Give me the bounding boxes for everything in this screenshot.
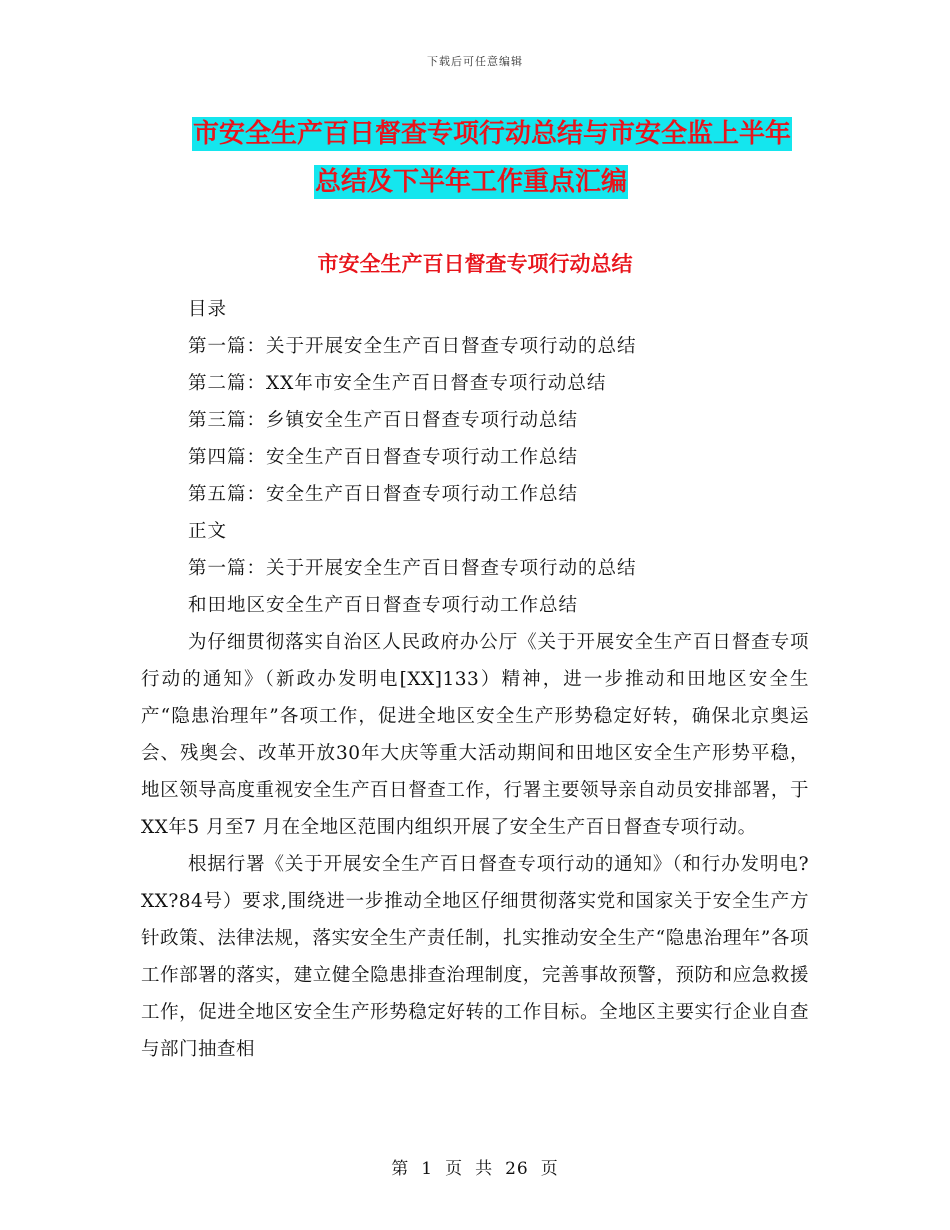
main-title-line-2: 总结及下半年工作重点汇编 [315, 167, 628, 197]
header-note: 下载后可任意编辑 [427, 55, 523, 68]
footer-page-number: 1 [421, 1159, 434, 1179]
body-text [141, 624, 809, 1068]
document-main-title [150, 110, 850, 206]
toc-item-2: 第二篇：XX年市安全生产百日督查专项行动总结 [188, 373, 607, 394]
page-footer [0, 1154, 950, 1179]
article-title: 第一篇：关于开展安全生产百日督查专项行动的总结 [188, 558, 637, 579]
toc-item-1: 第一篇：关于开展安全生产百日督查专项行动的总结 [188, 336, 637, 357]
footer-page-unit: 页 [445, 1159, 464, 1179]
toc-heading: 目录 [188, 299, 228, 320]
table-of-contents [188, 291, 828, 624]
main-title-line-1: 市安全生产百日督查专项行动总结与市安全监上半年 [193, 119, 792, 149]
toc-item-3: 第三篇：乡镇安全生产百日督查专项行动总结 [188, 410, 579, 431]
article-subtitle: 和田地区安全生产百日督查专项行动工作总结 [188, 595, 579, 616]
footer-page-label: 第 [391, 1159, 410, 1179]
footer-total-label: 共 [475, 1159, 494, 1179]
paragraph-1: 为仔细贯彻落实自治区人民政府办公厅《关于开展安全生产百日督查专项行动的通知》（新政办发明电[XX]133）精神，进一步推动和田地区安全生产“隐患治理年”各项工作，促进全地区安全生产形势稳定好转，确保北京奥运会、残奥会、改革开放30年大庆等重大活动期间和田地区安全生产形势平稳，地区领导高度重视安全生产百日督查工作，行署主要领导亲自动员安排部署，于XX年5 月至7 月在全地区范围内组织开展了安全生产百日督查专项行动。 [141, 632, 809, 838]
footer-total-pages: 26 [505, 1159, 529, 1179]
paragraph-2: 根据行署《关于开展安全生产百日督查专项行动的通知》（和行办发明电?XX?84号）要求,围绕进一步推动全地区仔细贯彻落实党和国家关于安全生产方针政策、法律法规，落实安全生产责任制，扎实推动安全生产“隐患治理年”各项工作部署的落实，建立健全隐患排查治理制度，完善事故预警，预防和应急救援工作，促进全地区安全生产形势稳定好转的工作目标。全地区主要实行企业自查与部门抽查相 [141, 854, 809, 1060]
toc-item-5: 第五篇：安全生产百日督查专项行动工作总结 [188, 484, 579, 505]
footer-total-unit: 页 [540, 1159, 559, 1179]
section-title: 市安全生产百日督查专项行动总结 [317, 252, 633, 276]
toc-item-4: 第四篇：安全生产百日督查专项行动工作总结 [188, 447, 579, 468]
body-heading: 正文 [188, 521, 228, 542]
